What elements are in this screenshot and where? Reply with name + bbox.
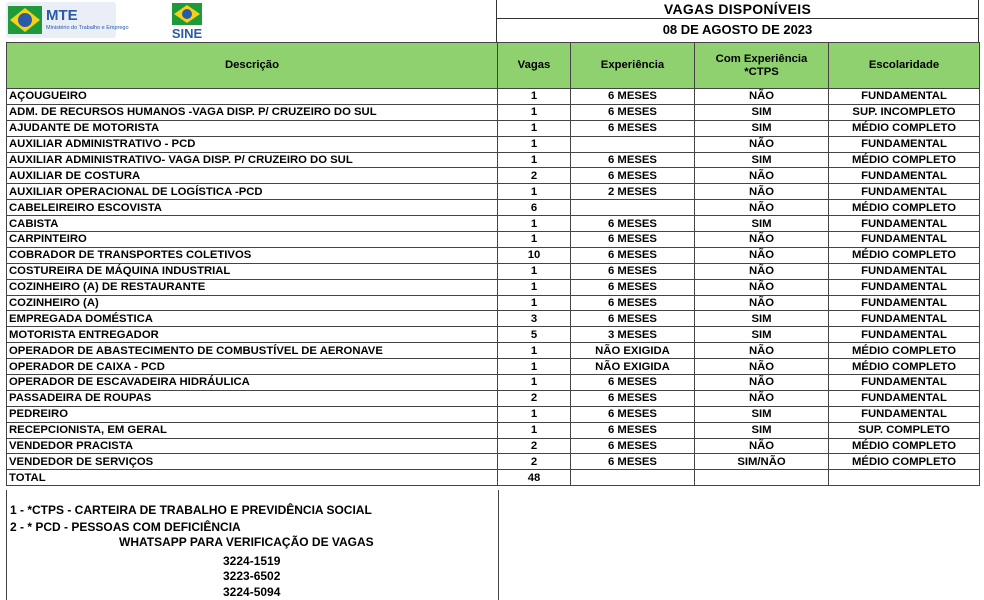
cell-escolaridade: FUNDAMENTAL — [829, 263, 980, 279]
cell-ctps: NÃO — [695, 89, 829, 105]
cell-escolaridade: FUNDAMENTAL — [829, 295, 980, 311]
cell-ctps: NÃO — [695, 184, 829, 200]
cell-descricao: EMPREGADA DOMÉSTICA — [7, 311, 498, 327]
cell-ctps: NÃO — [695, 263, 829, 279]
cell-descricao: OPERADOR DE ABASTECIMENTO DE COMBUSTÍVEL DE AERONAVE — [7, 343, 498, 359]
phone-number: 3224-5094 — [223, 585, 281, 599]
cell-ctps: SIM — [695, 104, 829, 120]
total-empty-cell — [695, 470, 829, 486]
phone-number: 3223-6502 — [223, 569, 281, 583]
cell-escolaridade: SUP. INCOMPLETO — [829, 104, 980, 120]
cell-ctps: SIM — [695, 422, 829, 438]
column-header-vagas: Vagas — [498, 43, 571, 89]
cell-vagas: 1 — [498, 375, 571, 391]
total-row — [7, 470, 980, 486]
cell-descricao: AÇOUGUEIRO — [7, 89, 498, 105]
cell-experiencia: 6 MESES — [571, 120, 695, 136]
cell-escolaridade: MÉDIO COMPLETO — [829, 454, 980, 470]
cell-vagas: 1 — [498, 422, 571, 438]
cell-escolaridade: MÉDIO COMPLETO — [829, 247, 980, 263]
total-empty-cell — [829, 470, 980, 486]
cell-ctps: NÃO — [695, 247, 829, 263]
cell-vagas: 6 — [498, 200, 571, 216]
table-row — [7, 247, 980, 263]
cell-ctps: NÃO — [695, 200, 829, 216]
table-row — [7, 89, 980, 105]
table-row — [7, 120, 980, 136]
cell-descricao: COZINHEIRO (A) DE RESTAURANTE — [7, 279, 498, 295]
cell-ctps: SIM — [695, 311, 829, 327]
cell-vagas: 5 — [498, 327, 571, 343]
table-row — [7, 406, 980, 422]
cell-descricao: CARPINTEIRO — [7, 232, 498, 248]
cell-experiencia: 6 MESES — [571, 422, 695, 438]
cell-vagas: 3 — [498, 311, 571, 327]
cell-vagas: 1 — [498, 359, 571, 375]
cell-vagas: 1 — [498, 184, 571, 200]
cell-ctps: NÃO — [695, 232, 829, 248]
table-row — [7, 311, 980, 327]
cell-experiencia: 6 MESES — [571, 279, 695, 295]
cell-escolaridade: MÉDIO COMPLETO — [829, 359, 980, 375]
cell-vagas: 2 — [498, 454, 571, 470]
column-header-descricao: Descrição — [7, 43, 498, 89]
table-row — [7, 327, 980, 343]
cell-ctps: NÃO — [695, 279, 829, 295]
mte-logo-text: MTE — [46, 7, 78, 24]
cell-descricao: AUXILIAR DE COSTURA — [7, 168, 498, 184]
cell-ctps: NÃO — [695, 295, 829, 311]
cell-descricao: COSTUREIRA DE MÁQUINA INDUSTRIAL — [7, 263, 498, 279]
cell-descricao: RECEPCIONISTA, EM GERAL — [7, 422, 498, 438]
cell-escolaridade: FUNDAMENTAL — [829, 311, 980, 327]
cell-ctps: NÃO — [695, 136, 829, 152]
cell-descricao: CABISTA — [7, 216, 498, 232]
page-date: 08 DE AGOSTO DE 2023 — [662, 22, 813, 37]
phone-number: 3224-1519 — [223, 554, 281, 568]
cell-descricao: AJUDANTE DE MOTORISTA — [7, 120, 498, 136]
cell-escolaridade: FUNDAMENTAL — [829, 375, 980, 391]
cell-ctps: SIM — [695, 216, 829, 232]
cell-ctps: NÃO — [695, 359, 829, 375]
column-header-escolaridade: Escolaridade — [829, 43, 980, 89]
cell-experiencia: 6 MESES — [571, 152, 695, 168]
cell-vagas: 1 — [498, 232, 571, 248]
total-value: 48 — [498, 470, 571, 486]
cell-ctps: NÃO — [695, 375, 829, 391]
total-empty-cell — [571, 470, 695, 486]
table-row — [7, 216, 980, 232]
cell-escolaridade: FUNDAMENTAL — [829, 184, 980, 200]
cell-vagas: 10 — [498, 247, 571, 263]
cell-escolaridade: FUNDAMENTAL — [829, 89, 980, 105]
cell-escolaridade: FUNDAMENTAL — [829, 279, 980, 295]
whatsapp-label: WHATSAPP PARA VERIFICAÇÃO DE VAGAS — [119, 535, 374, 549]
cell-descricao: AUXILIAR ADMINISTRATIVO - PCD — [7, 136, 498, 152]
cell-escolaridade: MÉDIO COMPLETO — [829, 152, 980, 168]
table-row — [7, 136, 980, 152]
cell-descricao: CABELEIREIRO ESCOVISTA — [7, 200, 498, 216]
cell-escolaridade: FUNDAMENTAL — [829, 232, 980, 248]
cell-experiencia: 6 MESES — [571, 390, 695, 406]
cell-vagas: 1 — [498, 152, 571, 168]
cell-descricao: ADM. DE RECURSOS HUMANOS -VAGA DISP. P/ CRUZEIRO DO SUL — [7, 104, 498, 120]
cell-ctps: NÃO — [695, 168, 829, 184]
cell-escolaridade: MÉDIO COMPLETO — [829, 438, 980, 454]
cell-descricao: VENDEDOR DE SERVIÇOS — [7, 454, 498, 470]
table-row — [7, 295, 980, 311]
cell-experiencia: 2 MESES — [571, 184, 695, 200]
cell-experiencia: 6 MESES — [571, 104, 695, 120]
cell-descricao: AUXILIAR ADMINISTRATIVO- VAGA DISP. P/ CRUZEIRO DO SUL — [7, 152, 498, 168]
cell-escolaridade: FUNDAMENTAL — [829, 216, 980, 232]
table-row — [7, 152, 980, 168]
cell-descricao: PASSADEIRA DE ROUPAS — [7, 390, 498, 406]
table-header-row — [7, 43, 980, 89]
cell-vagas: 1 — [498, 89, 571, 105]
cell-descricao: COBRADOR DE TRANSPORTES COLETIVOS — [7, 247, 498, 263]
cell-vagas: 1 — [498, 343, 571, 359]
cell-ctps: SIM — [695, 327, 829, 343]
cell-descricao: AUXILIAR OPERACIONAL DE LOGÍSTICA -PCD — [7, 184, 498, 200]
vacancies-table — [6, 42, 980, 486]
cell-vagas: 1 — [498, 279, 571, 295]
cell-vagas: 1 — [498, 216, 571, 232]
table-row — [7, 390, 980, 406]
cell-descricao: PEDREIRO — [7, 406, 498, 422]
cell-descricao: OPERADOR DE CAIXA - PCD — [7, 359, 498, 375]
table-row — [7, 232, 980, 248]
table-row — [7, 263, 980, 279]
cell-experiencia — [571, 136, 695, 152]
cell-experiencia: 6 MESES — [571, 89, 695, 105]
cell-vagas: 1 — [498, 136, 571, 152]
cell-escolaridade: FUNDAMENTAL — [829, 327, 980, 343]
title-box-right-border — [978, 0, 979, 42]
table-row — [7, 184, 980, 200]
cell-experiencia: 6 MESES — [571, 454, 695, 470]
cell-experiencia: 6 MESES — [571, 311, 695, 327]
cell-ctps: NÃO — [695, 438, 829, 454]
cell-descricao: COZINHEIRO (A) — [7, 295, 498, 311]
cell-escolaridade: MÉDIO COMPLETO — [829, 343, 980, 359]
cell-experiencia: 6 MESES — [571, 168, 695, 184]
mte-logo — [6, 2, 129, 38]
table-row — [7, 359, 980, 375]
sine-logo-text: SINE — [171, 26, 203, 41]
cell-escolaridade: MÉDIO COMPLETO — [829, 200, 980, 216]
table-row — [7, 104, 980, 120]
cell-ctps: NÃO — [695, 343, 829, 359]
table-row — [7, 422, 980, 438]
table-row — [7, 200, 980, 216]
cell-escolaridade: FUNDAMENTAL — [829, 168, 980, 184]
table-row — [7, 168, 980, 184]
cell-experiencia: NÃO EXIGIDA — [571, 343, 695, 359]
cell-vagas: 2 — [498, 168, 571, 184]
cell-experiencia: 6 MESES — [571, 263, 695, 279]
cell-escolaridade: FUNDAMENTAL — [829, 136, 980, 152]
cell-experiencia: 6 MESES — [571, 438, 695, 454]
column-header-ctps: Com Experiência *CTPS — [695, 43, 829, 89]
cell-ctps: SIM/NÃO — [695, 454, 829, 470]
table-row — [7, 375, 980, 391]
cell-escolaridade: FUNDAMENTAL — [829, 390, 980, 406]
cell-escolaridade: MÉDIO COMPLETO — [829, 120, 980, 136]
cell-descricao: MOTORISTA ENTREGADOR — [7, 327, 498, 343]
note-ctps: 1 - *CTPS - CARTEIRA DE TRABALHO E PREVIDÊNCIA SOCIAL — [10, 503, 372, 517]
cell-experiencia: NÃO EXIGIDA — [571, 359, 695, 375]
table-row — [7, 343, 980, 359]
cell-experiencia: 6 MESES — [571, 247, 695, 263]
cell-experiencia — [571, 200, 695, 216]
cell-vagas: 2 — [498, 438, 571, 454]
cell-experiencia: 6 MESES — [571, 295, 695, 311]
cell-ctps: NÃO — [695, 390, 829, 406]
table-row — [7, 279, 980, 295]
cell-descricao: OPERADOR DE ESCAVADEIRA HIDRÁULICA — [7, 375, 498, 391]
note-pcd: 2 - * PCD - PESSOAS COM DEFICIÊNCIA — [10, 520, 241, 534]
cell-vagas: 1 — [498, 263, 571, 279]
cell-ctps: SIM — [695, 120, 829, 136]
cell-experiencia: 6 MESES — [571, 216, 695, 232]
table-row — [7, 438, 980, 454]
cell-vagas: 1 — [498, 104, 571, 120]
cell-ctps: SIM — [695, 152, 829, 168]
total-label: TOTAL — [7, 470, 498, 486]
column-header-experiencia: Experiência — [571, 43, 695, 89]
cell-experiencia: 6 MESES — [571, 375, 695, 391]
mte-logo-subtext: Ministério do Trabalho e Emprego — [46, 25, 129, 31]
cell-experiencia: 6 MESES — [571, 406, 695, 422]
cell-ctps: SIM — [695, 406, 829, 422]
table-row — [7, 454, 980, 470]
notes-section — [6, 490, 499, 600]
cell-experiencia: 6 MESES — [571, 232, 695, 248]
cell-vagas: 1 — [498, 120, 571, 136]
cell-vagas: 1 — [498, 295, 571, 311]
cell-escolaridade: FUNDAMENTAL — [829, 406, 980, 422]
cell-experiencia: 3 MESES — [571, 327, 695, 343]
cell-vagas: 1 — [498, 406, 571, 422]
cell-escolaridade: SUP. COMPLETO — [829, 422, 980, 438]
sine-logo — [160, 2, 214, 42]
page-title: VAGAS DISPONÍVEIS — [663, 1, 812, 17]
cell-descricao: VENDEDOR PRACISTA — [7, 438, 498, 454]
cell-vagas: 2 — [498, 390, 571, 406]
